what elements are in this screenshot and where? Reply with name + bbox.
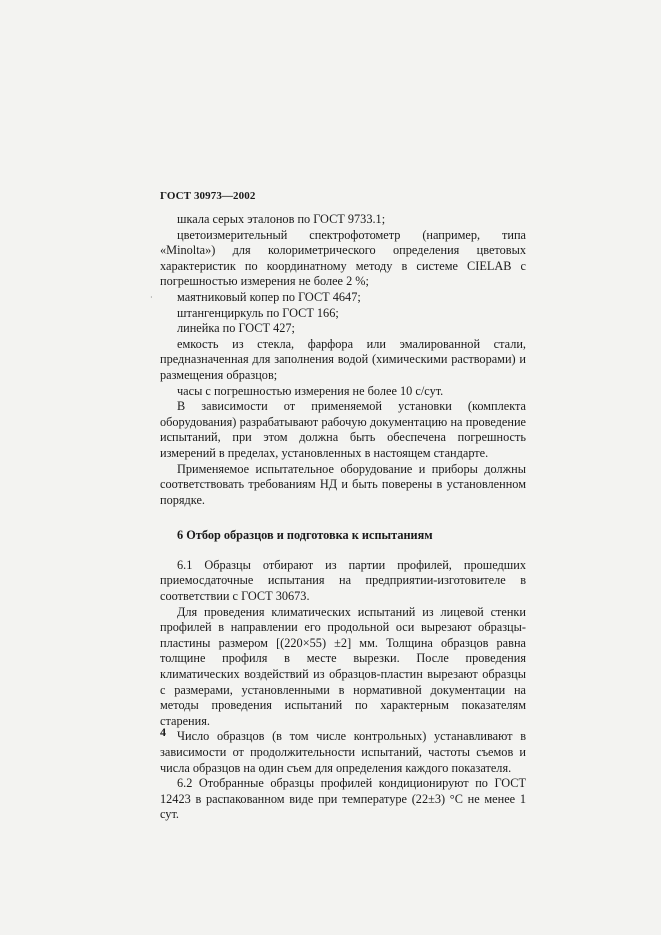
paragraph: часы с погрешностью измерения не более 10 с/сут. [177, 383, 444, 398]
page-number: 4 [160, 725, 166, 739]
paragraph: штангенциркуль по ГОСТ 166; [177, 305, 339, 320]
paragraph: Применяемое испытательное оборудование и приборы должны соответствовать требованиям НД и быть поверены в установленном порядке. [160, 461, 526, 507]
paragraph: шкала серых эталонов по ГОСТ 9733.1; [177, 212, 386, 226]
paragraph: В зависимости от применяемой установки (комплекта оборудования) разрабатывают рабочую документацию на проведение испытаний, при этом должна быть обеспечена погрешность измерений в пределах, установленных в настоящем стандарте. [160, 399, 526, 460]
paragraph: маятниковый копер по ГОСТ 4647; [177, 289, 361, 304]
paragraph: Для проведения климатических испытаний из лицевой стенки профилей в направлении его продольной оси вырезают образцы-пластины размером [(220×55) ±2] мм. Толщина образцов равна толщине профиля в месте вырезки. После проведения климатических воздействий из образцов-пластин вырезают образцы с размерами, установленными в нормативной документации на методы проведения испытаний по характерным показателям старения. [160, 604, 526, 728]
paragraph: цветоизмерительный спектрофотометр (например, типа «Minolta») для колориметрического определения цветовых характеристик по координатному методу в системе CIELAB с погрешностью измерения не более 2 %; [160, 227, 526, 289]
document-header: ГОСТ 30973—2002 [160, 190, 256, 202]
paragraph: 6.1 Образцы отбирают из партии профилей, прошедших приемосдаточные испытания на предприятии-изготовителе в соответствии с ГОСТ 30673. [160, 557, 526, 604]
section-heading: 6 Отбор образцов и подготовка к испытаниям [177, 528, 433, 543]
document-body [160, 212, 526, 823]
paragraph: емкость из стекла, фарфора или эмалированной стали, предназначенная для заполнения водой (химическими растворами) и размещения образцов; [160, 336, 526, 382]
paragraph: линейка по ГОСТ 427; [177, 321, 295, 336]
paragraph: 6.2 Отобранные образцы профилей кондиционируют по ГОСТ 12423 в распакованном виде при температуре (22±3) °С не менее 1 сут. [160, 776, 526, 822]
paragraph: Число образцов (в том числе контрольных) устанавливают в зависимости от продолжительности испытаний, частоты съемов и числа образцов на один съем для определения каждого показателя. [160, 729, 526, 775]
scan-speck: · [150, 293, 153, 302]
